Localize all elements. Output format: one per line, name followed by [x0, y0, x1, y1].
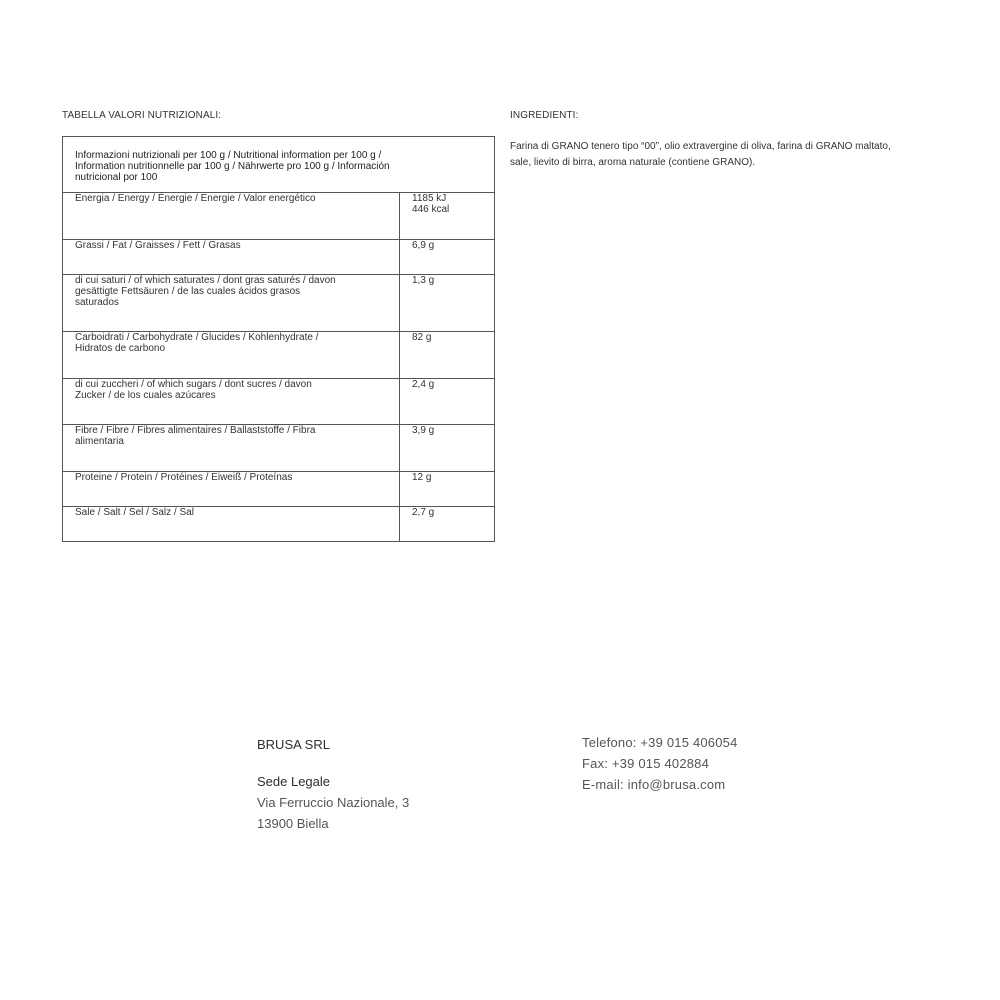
table-row-saturates	[63, 275, 495, 332]
label-line: Carboidrati / Carbohydrate / Glucides / Kohlenhydrate /	[75, 332, 319, 343]
row-label	[63, 472, 400, 507]
legal-office-title: Sede Legale	[257, 774, 331, 789]
ingredients-line: Farina di GRANO tenero tipo “00”, olio extravergine di oliva, farina di GRANO maltato,	[510, 141, 891, 152]
row-value	[400, 332, 495, 379]
label-line: di cui saturi / of which saturates / dont gras saturés / davon	[75, 275, 336, 286]
value-line: 12 g	[412, 472, 432, 483]
nutrition-table	[62, 136, 495, 542]
header-line: nutricional por 100	[75, 172, 158, 183]
label-line: gesättigte Fettsäuren / de las cuales ácidos grasos	[75, 286, 301, 297]
label-line: di cui zuccheri / of which sugars / dont sucres / davon	[75, 379, 312, 390]
label-line: Grassi / Fat / Graisses / Fett / Grasas	[75, 240, 241, 251]
value-line: 82 g	[412, 332, 432, 343]
address-line: 13900 Biella	[257, 816, 329, 831]
company-info	[257, 734, 409, 834]
nutrition-table-header-row	[63, 137, 495, 193]
row-value	[400, 240, 495, 275]
value-line: 1185 kJ	[412, 193, 447, 204]
row-value	[400, 193, 495, 240]
row-value	[400, 507, 495, 542]
value-line: 2,4 g	[412, 379, 435, 390]
company-name: BRUSA SRL	[257, 737, 330, 752]
ingredients-title: INGREDIENTI:	[510, 110, 579, 121]
row-value	[400, 425, 495, 472]
row-label	[63, 425, 400, 472]
table-row-salt	[63, 507, 495, 542]
value-line: 6,9 g	[412, 240, 435, 251]
value-line: 3,9 g	[412, 425, 435, 436]
table-row-protein	[63, 472, 495, 507]
address-line: Via Ferruccio Nazionale, 3	[257, 795, 410, 810]
row-label	[63, 240, 400, 275]
ingredients-text	[510, 139, 950, 171]
label-line: Proteine / Protein / Protéines / Eiweiß / Proteínas	[75, 472, 293, 483]
value-line: 446 kcal	[412, 204, 450, 215]
nutrition-table-header	[63, 137, 495, 193]
nutrition-table-title: TABELLA VALORI NUTRIZIONALI:	[62, 110, 222, 121]
label-line: saturados	[75, 297, 119, 308]
contact-info	[582, 732, 738, 795]
ingredients-line: sale, lievito di birra, aroma naturale (contiene GRANO).	[510, 157, 756, 168]
row-value	[400, 379, 495, 425]
phone-number: Telefono: +39 015 406054	[582, 735, 738, 750]
table-row-carbohydrate	[63, 332, 495, 379]
table-row-fat	[63, 240, 495, 275]
row-label	[63, 275, 400, 332]
table-row-energy	[63, 193, 495, 240]
label-line: Fibre / Fibre / Fibres alimentaires / Ballaststoffe / Fibra	[75, 425, 316, 436]
value-line: 1,3 g	[412, 275, 435, 286]
row-label	[63, 379, 400, 425]
header-line: Informazioni nutrizionali per 100 g / Nutritional information per 100 g /	[75, 150, 382, 161]
label-line: Energia / Energy / Énergie / Energie / Valor energético	[75, 193, 316, 204]
fax-number: Fax: +39 015 402884	[582, 756, 710, 771]
row-label	[63, 332, 400, 379]
label-line: Hidratos de carbono	[75, 343, 166, 354]
row-label	[63, 507, 400, 542]
label-line: alimentaria	[75, 436, 124, 447]
table-row-fibre	[63, 425, 495, 472]
value-line: 2,7 g	[412, 507, 435, 518]
email-address: E-mail: info@brusa.com	[582, 777, 726, 792]
row-value	[400, 472, 495, 507]
label-line: Zucker / de los cuales azúcares	[75, 390, 216, 401]
label-line: Sale / Salt / Sel / Salz / Sal	[75, 507, 194, 518]
header-line: Information nutritionnelle par 100 g / Nährwerte pro 100 g / Información	[75, 161, 390, 172]
row-label	[63, 193, 400, 240]
table-row-sugars	[63, 379, 495, 425]
row-value	[400, 275, 495, 332]
